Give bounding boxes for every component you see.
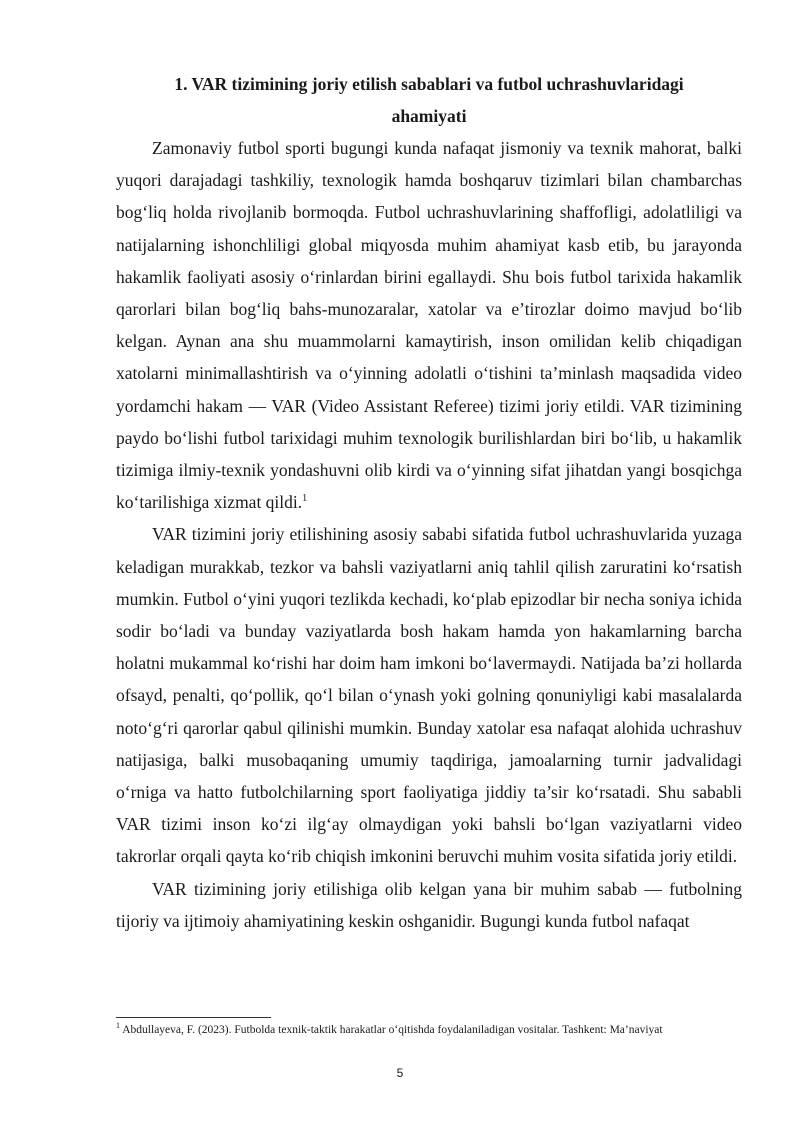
section-heading-line-2: ahamiyati	[391, 106, 467, 126]
paragraph-2-text: VAR tizimini joriy etilishining asosiy sababi sifatida futbol uchrashuvlarida yuzaga keladigan murakkab, tezkor va bahsli vaziyatlarni aniq tahlil qilish zaruratini ko‘rsatish mumkin. Futbol o‘yini yuqori tezlikda kechadi, ko‘plab epizodlar bir necha soniya ichida sodir bo‘ladi va bunday vaziyatlarda bosh hakam hamda yon hakamlarning barcha holatni mukammal ko‘rishi har doim ham imkoni bo‘lavermaydi. Natijada ba’zi hollarda ofsayd, penalti, qo‘pollik, qo‘l bilan o‘ynash yoki golning qonuniyligi kabi masalalarda noto‘g‘ri qarorlar qabul qilinishi mumkin. Bunday xatolar esa nafaqat alohida uchrashuv natijasiga, balki musobaqaning umumiy taqdiriga, jamoalarning turnir jadvalidagi o‘rniga va hatto futbolchilarning sport faoliyatiga jiddiy ta’sir ko‘rsatadi. Shu sababli VAR tizimi inson ko‘zi ilg‘ay olmaydigan yoki bahsli bo‘lgan vaziyatlarni video takrorlar orqali qayta ko‘rib chiqish imkonini beruvchi muhim vosita sifatida joriy etildi.	[116, 524, 742, 867]
section-heading-line-1: 1. VAR tizimining joriy etilish sabablari va futbol uchrashuvlaridagi	[174, 74, 684, 94]
footnote	[116, 1022, 742, 1038]
section-heading	[116, 68, 742, 132]
footnote-text: Abdullayeva, F. (2023). Futbolda texnik-taktik harakatlar o‘qitishda foydalaniladigan vositalar. Tashkent: Ma’naviyat	[122, 1024, 663, 1036]
paragraph-1	[116, 132, 742, 518]
page-number: 5	[396, 1066, 404, 1080]
paragraph-3-text: VAR tizimining joriy etilishiga olib kelgan yana bir muhim sabab — futbolning tijoriy va ijtimoiy ahamiyatining keskin oshganidir. Bugungi kunda futbol nafaqat	[116, 878, 742, 931]
footnote-marker: 1	[116, 1021, 120, 1031]
paragraph-3	[116, 873, 742, 937]
paragraph-2	[116, 518, 742, 872]
page-body	[116, 68, 742, 937]
paragraph-1-text: Zamonaviy futbol sporti bugungi kunda nafaqat jismoniy va texnik mahorat, balki yuqori darajadagi tashkiliy, texnologik hamda boshqaruv tizimlari bilan chambarchas bog‘liq holda rivojlanib bormoqda. Futbol uchrashuvlarining shaffofligi, adolatliligi va natijalarning ishonchliligi global miqyosda muhim ahamiyat kasb etib, bu jarayonda hakamlik faoliyati asosiy o‘rinlardan birini egallaydi. Shu bois futbol tarixida hakamlik qarorlari bilan bog‘liq bahs-munozaralar, xatolar va e’tirozlar doimo mavjud bo‘lib kelgan. Aynan ana shu muammolarni kamaytirish, inson omilidan kelib chiqadigan xatolarni minimallashtirish va o‘yinning adolatli o‘tishini ta’minlash maqsadida video yordamchi hakam — VAR (Video Assistant Referee) tizimi joriy etildi. VAR tizimining paydo bo‘lishi futbol tarixidagi muhim texnologik burilishlardan biri bo‘lib, u hakamlik tizimiga ilmiy-texnik yondashuvni olib kirdi va o‘yinning sifat jihatdan yangi bosqichga ko‘tarilishiga xizmat qildi.	[116, 138, 742, 513]
footnote-reference-1[interactable]: 1	[302, 493, 308, 505]
footnote-separator	[116, 1017, 271, 1018]
